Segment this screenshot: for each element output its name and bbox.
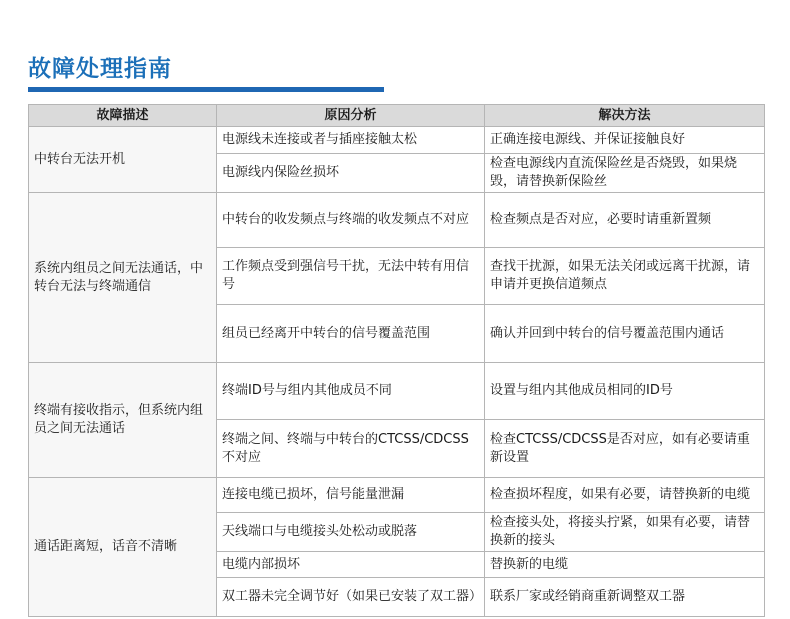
cause-cell: 中转台的收发频点与终端的收发频点不对应 xyxy=(217,193,485,248)
table-row xyxy=(29,363,765,420)
solution-cell: 联系厂家或经销商重新调整双工器 xyxy=(485,578,765,617)
cause-cell: 电源线内保险丝损坏 xyxy=(217,154,485,193)
cause-cell: 连接电缆已损坏，信号能量泄漏 xyxy=(217,478,485,513)
header-solution: 解决方法 xyxy=(485,105,765,127)
solution-cell: 正确连接电源线、并保证接触良好 xyxy=(485,127,765,154)
table-row xyxy=(29,478,765,513)
cause-cell: 终端ID号与组内其他成员不同 xyxy=(217,363,485,420)
table-row xyxy=(29,127,765,154)
solution-cell: 替换新的电缆 xyxy=(485,552,765,578)
cause-cell: 组员已经离开中转台的信号覆盖范围 xyxy=(217,305,485,363)
cause-cell: 电缆内部损坏 xyxy=(217,552,485,578)
header-cause: 原因分析 xyxy=(217,105,485,127)
table-header-row xyxy=(29,105,765,127)
solution-cell: 确认并回到中转台的信号覆盖范围内通话 xyxy=(485,305,765,363)
solution-cell: 检查CTCSS/CDCSS是否对应，如有必要请重新设置 xyxy=(485,420,765,478)
solution-cell: 设置与组内其他成员相同的ID号 xyxy=(485,363,765,420)
solution-cell: 检查频点是否对应，必要时请重新置频 xyxy=(485,193,765,248)
header-fault: 故障描述 xyxy=(29,105,217,127)
cause-cell: 双工器未完全调节好（如果已安装了双工器） xyxy=(217,578,485,617)
page-title: 故障处理指南 xyxy=(28,56,172,82)
troubleshooting-table xyxy=(28,104,765,617)
solution-cell: 检查电源线内直流保险丝是否烧毁，如果烧毁，请替换新保险丝 xyxy=(485,154,765,193)
cause-cell: 终端之间、终端与中转台的CTCSS/CDCSS 不对应 xyxy=(217,420,485,478)
cause-cell: 电源线未连接或者与插座接触太松 xyxy=(217,127,485,154)
solution-cell: 检查接头处，将接头拧紧，如果有必要，请替换新的接头 xyxy=(485,513,765,552)
solution-cell: 查找干扰源，如果无法关闭或远离干扰源，请申请并更换信道频点 xyxy=(485,248,765,305)
cause-cell: 工作频点受到强信号干扰，无法中转有用信号 xyxy=(217,248,485,305)
fault-cell: 终端有接收指示，但系统内组员之间无法通话 xyxy=(29,363,217,478)
fault-cell: 系统内组员之间无法通话，中转台无法与终端通信 xyxy=(29,193,217,363)
cause-cell: 天线端口与电缆接头处松动或脱落 xyxy=(217,513,485,552)
fault-cell: 中转台无法开机 xyxy=(29,127,217,193)
solution-cell: 检查损坏程度，如果有必要，请替换新的电缆 xyxy=(485,478,765,513)
table-row xyxy=(29,193,765,248)
title-underline-bar xyxy=(28,87,384,92)
fault-cell: 通话距离短，话音不清晰 xyxy=(29,478,217,617)
